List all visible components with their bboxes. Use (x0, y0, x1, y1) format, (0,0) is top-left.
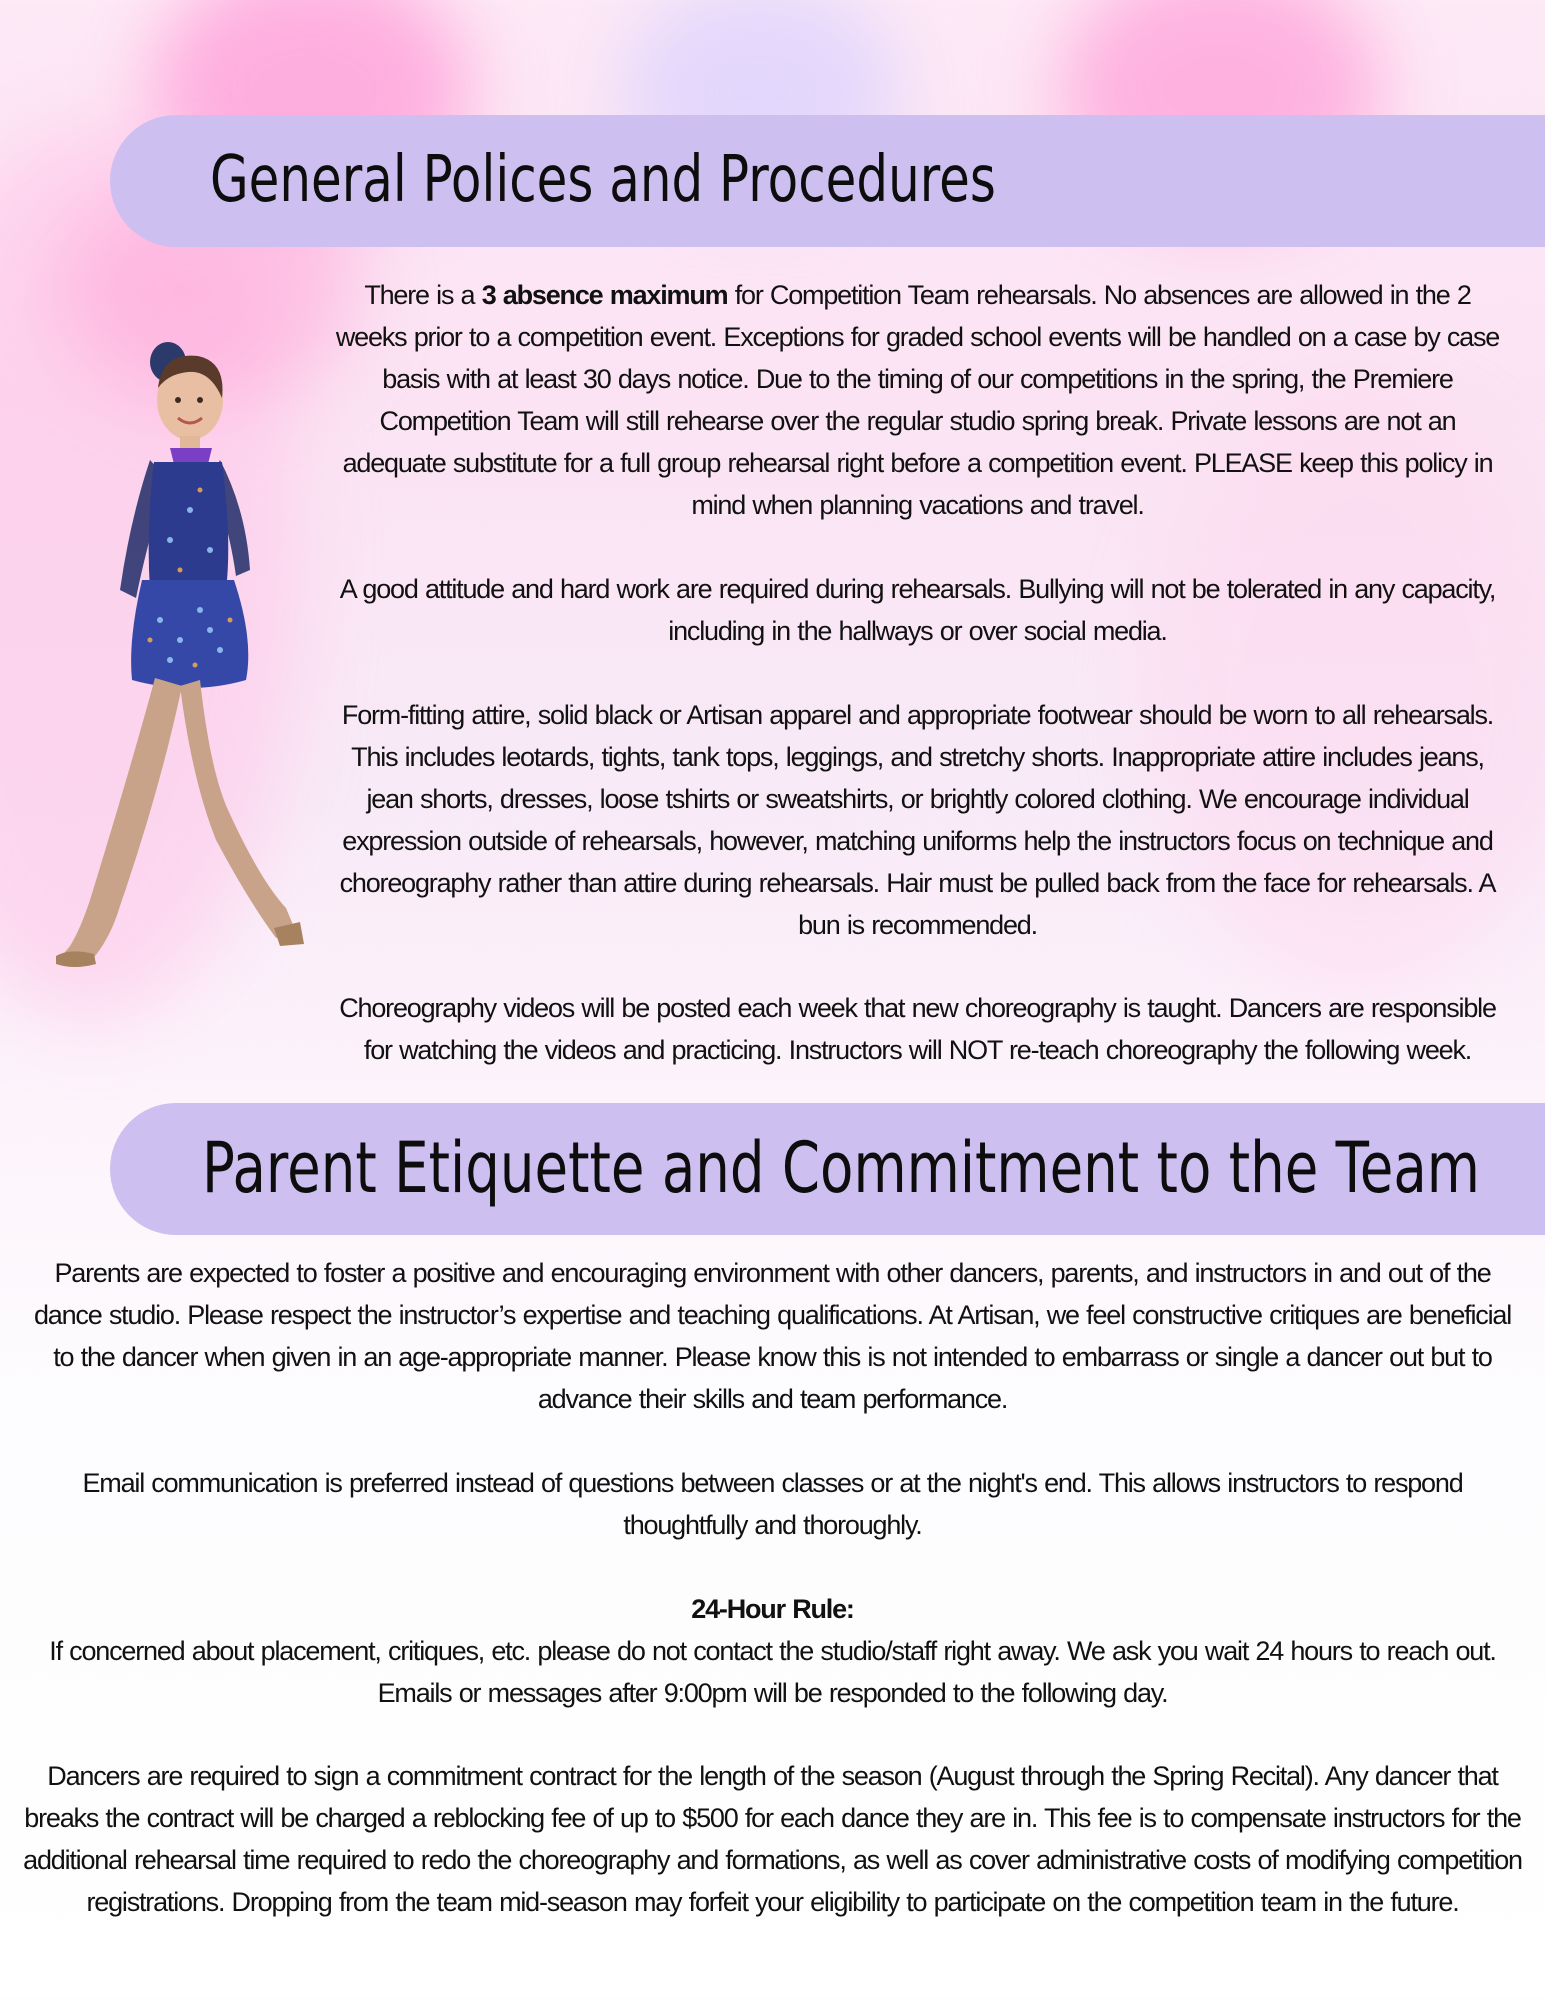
section-title: Parent Etiquette and Commitment to the Team (202, 1127, 1480, 1209)
policy-attire-paragraph: Form-fitting attire, solid black or Artisan apparel and appropriate footwear should be worn to all rehearsals. This includes leotards, tights, tank tops, leggings, and stretchy shorts. Inappropriate attire includes jeans, jean shorts, dresses, loose tshirts or sweatshirts, or brightly colored clothing. We encourage individual expression outside of rehearsals, however, matching uniforms help the instructors focus on technique and choreography rather than attire during rehearsals. Hair must be pulled back from the face for rehearsals. A bun is recommended. (339, 700, 1496, 940)
policy-choreography-videos-paragraph: Choreography videos will be posted each week that new choreography is taught. Dancers are responsible for watching the videos and practicing. Instructors will NOT re-teach choreography the following week. (339, 993, 1496, 1065)
section-title: General Polices and Procedures (210, 143, 996, 217)
rule-heading: 24-Hour Rule: (691, 1594, 854, 1624)
policy-absence-paragraph: There is a 3 absence maximum for Competition Team rehearsals. No absences are allowed in the 2 weeks prior to a competition event. Exceptions for graded school events will be handled on a case by case basis with at least 30 days notice. Due to the timing of our competitions in the spring, the Premiere Competition Team will still rehearse over the regular studio spring break. Private lessons are not an adequate substitute for a full group rehearsal right before a competition event. PLEASE keep this policy in mind when planning vacations and travel. (335, 280, 1500, 520)
twenty-four-hour-rule-paragraph (22, 1588, 1523, 1714)
email-communication-paragraph: Email communication is preferred instead of questions between classes or at the night's end. This allows instructors to respond thoughtfully and thoroughly. (82, 1468, 1463, 1540)
section-banner-general-policies (110, 115, 1545, 247)
dancer-photo (50, 340, 330, 980)
commitment-contract-paragraph: Dancers are required to sign a commitment contract for the length of the season (August through the Spring Recital). Any dancer that breaks the contract will be charged a reblocking fee of up to $500 for each dance they are in. This fee is to compensate instructors for the additional rehearsal time required to redo the choreography and formations, as well as cover administrative costs of modifying competition registrations. Dropping from the team mid-season may forfeit your eligibility to participate on the competition team in the future. (23, 1761, 1522, 1917)
section-banner-parent-etiquette (110, 1103, 1545, 1235)
rule-body: If concerned about placement, critiques, etc. please do not contact the studio/staff right away. We ask you wait 24 hours to reach out. Emails or messages after 9:00pm will be responded to the following day. (49, 1636, 1496, 1708)
absence-maximum-emphasis: 3 absence maximum (481, 280, 728, 310)
policy-attitude-paragraph: A good attitude and hard work are required during rehearsals. Bullying will not be tolerated in any capacity, including in the hallways or over social media. (339, 574, 1496, 646)
parent-environment-paragraph: Parents are expected to foster a positive and encouraging environment with other dancers, parents, and instructors in and out of the dance studio. Please respect the instructor’s expertise and teaching qualifications. At Artisan, we feel constructive critiques are beneficial to the dancer when given in an age-appropriate manner. Please know this is not intended to embarrass or single a dancer out but to advance their skills and team performance. (33, 1258, 1511, 1414)
